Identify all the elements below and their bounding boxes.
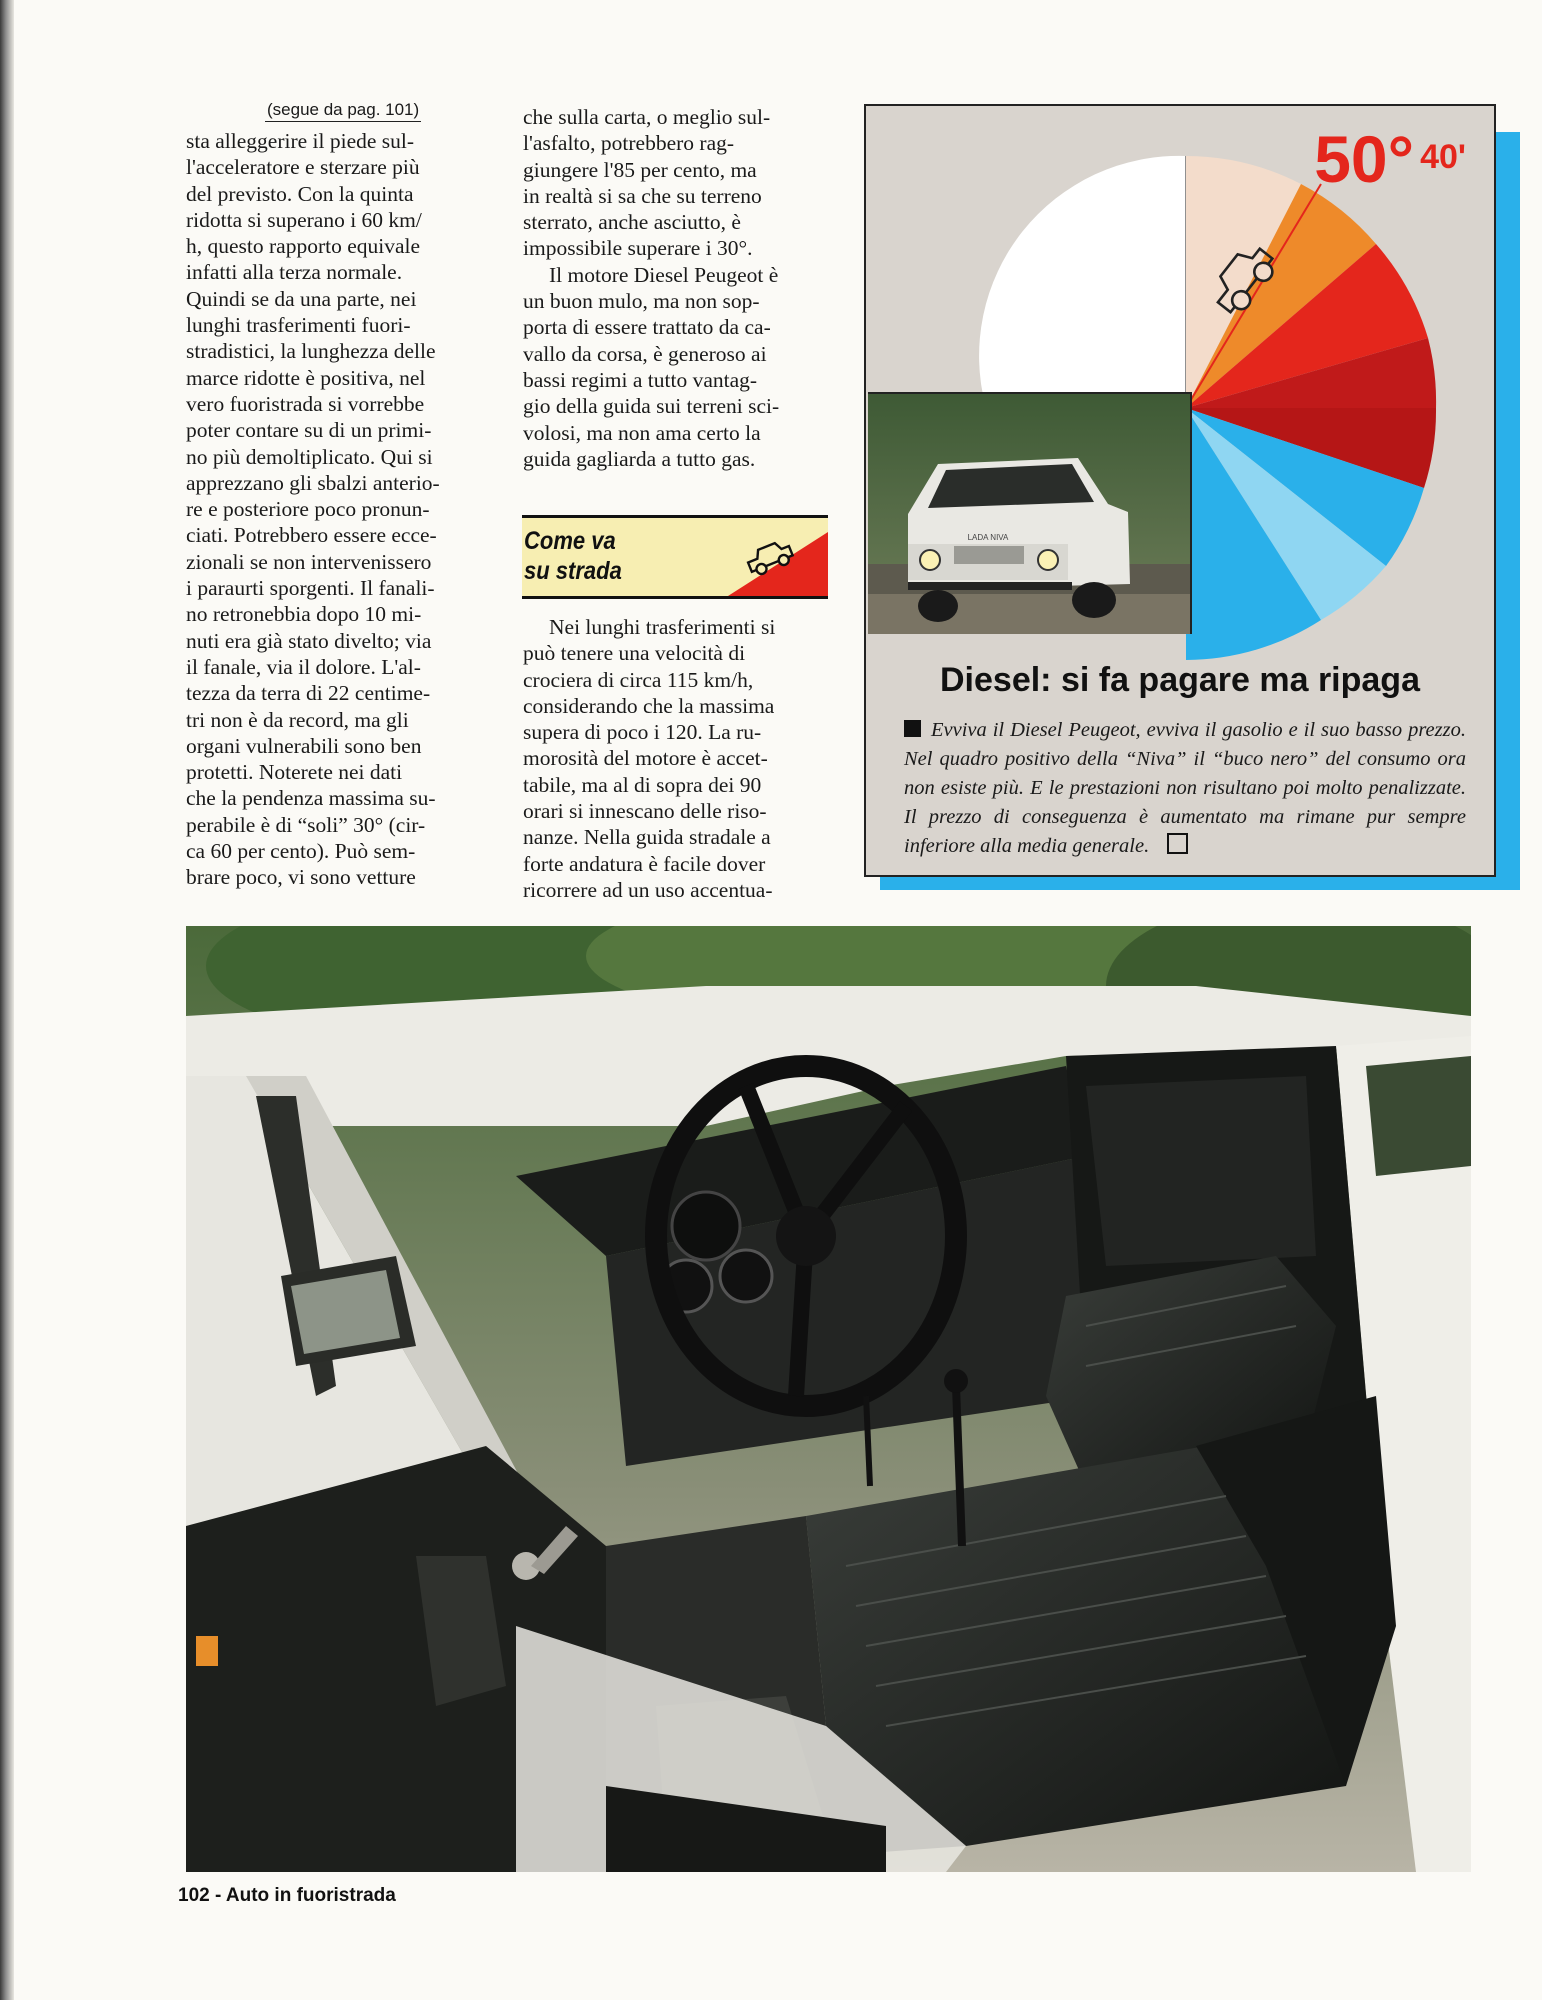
text-line: perabile è di “soli” 30° (cir- <box>186 812 426 837</box>
interior-photo <box>186 926 1471 1872</box>
section-heading-come-va-su-strada <box>522 515 828 599</box>
end-square-icon <box>1167 833 1188 854</box>
text-line: brare poco, vi sono vetture <box>186 865 416 890</box>
text-line: supera di poco i 120. La ru- <box>523 720 762 745</box>
text-line: un buon mulo, ma non sop- <box>523 289 760 314</box>
continuation-reference: (segue da pag. 101) <box>265 100 421 122</box>
text-line: tri non è da record, ma gli <box>186 707 409 732</box>
text-line: ricorrere ad un uso accentua- <box>523 877 773 902</box>
text-line: h, questo rapporto equivale <box>186 234 421 259</box>
infobox-title: Diesel: si fa pagare ma ripaga <box>940 661 1420 699</box>
text-line: l'asfalto, potrebbero rag- <box>523 131 735 156</box>
text-line: no retronebbia dopo 10 mi- <box>186 602 422 627</box>
vehicle-badge: LADA NIVA <box>967 533 1009 542</box>
text-line: stradistici, la lunghezza delle <box>186 339 436 364</box>
infobox-body: Evviva il Diesel Peugeot, evviva il gasolio e il suo basso prezzo. Nel quadro positivo della “Niva” il “buco nero” del consumo ora non esiste più. E le prestazioni non risultano poi molto penalizzate. Il prezzo di conseguenza è aumentato ma rimane pur sempre inferiore alla media generale. <box>904 719 1466 857</box>
text-line: protetti. Noterete nei dati <box>186 760 403 785</box>
vehicle-photo <box>868 392 1192 634</box>
slope-car-icon <box>708 518 828 596</box>
text-line: vallo da corsa, è generoso ai <box>523 341 767 366</box>
text-line: tabile, ma al di sopra dei 90 <box>523 772 762 797</box>
text-line: che la pendenza massima su- <box>186 786 436 811</box>
text-line: crociera di circa 115 km/h, <box>523 667 754 692</box>
page-binding-edge <box>0 0 14 2000</box>
text-column-2-top <box>523 104 828 472</box>
text-line: gio della guida sui terreni sci- <box>523 394 780 419</box>
text-line: re e posteriore poco pronun- <box>186 497 430 522</box>
text-line: porta di essere trattato da ca- <box>523 315 771 340</box>
text-line: del previsto. Con la quinta <box>186 181 414 206</box>
text-line: giungere l'85 per cento, ma <box>523 157 757 182</box>
text-line: sterrato, anche asciutto, è <box>523 210 741 235</box>
text-line: Il motore Diesel Peugeot è <box>549 262 779 287</box>
text-line: apprezzano gli sbalzi anterio- <box>186 470 440 495</box>
text-line: sta alleggerire il piede sul- <box>186 129 415 153</box>
text-line: Nei lunghi trasferimenti si <box>549 615 776 639</box>
text-line: forte andatura è facile dover <box>523 851 766 876</box>
infobox-text <box>904 716 1466 861</box>
text-line: tezza da terra di 22 centime- <box>186 681 431 706</box>
text-line: impossibile superare i 30°. <box>523 236 753 261</box>
text-line: organi vulnerabili sono ben <box>186 733 422 758</box>
text-line: guida gagliarda a tutto gas. <box>523 446 756 471</box>
angle-major-label: 50° <box>1314 122 1414 196</box>
text-line: il fanale, via il dolore. L'al- <box>186 654 421 679</box>
text-line: lunghi trasferimenti fuori- <box>186 313 411 338</box>
text-line: poter contare su di un primi- <box>186 418 432 443</box>
text-line: i paraurti sporgenti. Il fanali- <box>186 576 435 601</box>
text-column-1 <box>186 128 498 891</box>
text-line: che sulla carta, o meglio sul- <box>523 105 771 129</box>
text-line: volosi, ma non ama certo la <box>523 420 761 445</box>
text-line: ca 60 per cento). Può sem- <box>186 839 416 864</box>
text-line: morosità del motore è accet- <box>523 746 768 771</box>
text-line: ciati. Potrebbero essere ecce- <box>186 523 437 548</box>
text-line: nanze. Nella guida stradale a <box>523 825 771 850</box>
text-line: bassi regimi a tutto vantag- <box>523 367 758 392</box>
diagram-white-quadrant <box>979 156 1186 408</box>
text-line: l'acceleratore e sterzare più <box>186 155 420 180</box>
text-line: può tenere una velocità di <box>523 641 746 666</box>
section-heading-line-1: Come va <box>524 527 616 555</box>
text-column-2-bottom <box>523 614 828 903</box>
text-line: Quindi se da una parte, nei <box>186 286 417 311</box>
text-line: zionali se non intervenissero <box>186 549 432 574</box>
text-line: orari si innescano delle riso- <box>523 799 767 824</box>
text-line: nuti era già stato divelto; via <box>186 628 432 653</box>
text-line: ridotta si superano i 60 km/ <box>186 207 422 232</box>
infobox-diesel <box>864 104 1496 877</box>
bullet-square-icon <box>904 720 921 737</box>
text-line: infatti alla terza normale. <box>186 260 403 285</box>
page-footer: 102 - Auto in fuoristrada <box>178 1885 396 1906</box>
text-line: marce ridotte è positiva, nel <box>186 365 426 390</box>
text-line: no più demoltiplicato. Qui si <box>186 444 433 469</box>
text-line: vero fuoristrada si vorrebbe <box>186 391 425 416</box>
text-line: in realtà si sa che su terreno <box>523 183 762 208</box>
angle-minor-label: 40' <box>1420 138 1466 176</box>
section-heading-line-2: su strada <box>524 557 622 585</box>
text-line: considerando che la massima <box>523 693 775 718</box>
